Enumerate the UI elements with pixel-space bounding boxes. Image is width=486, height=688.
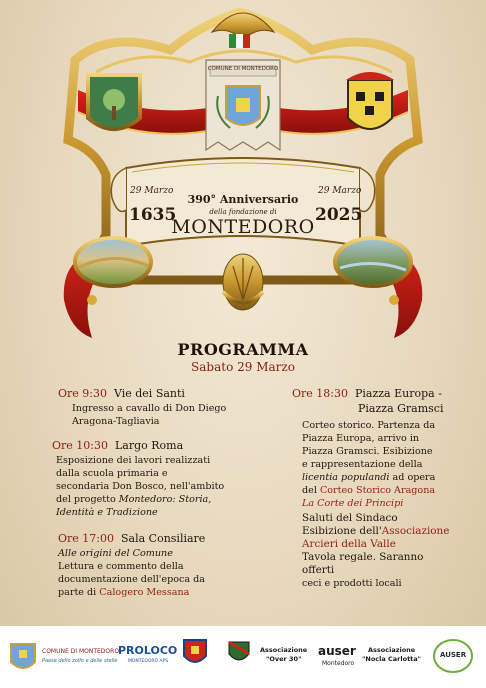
assoc-over30-name: "Over 30" [266,655,302,663]
event-4-place-2: Piazza Gramsci [358,402,444,415]
event-1-time: Ore 9:30 [58,387,107,400]
date-right: 29 Marzo [318,186,362,196]
event-3-desc-4 [58,586,258,599]
event-4-desc-8: Saluti del Sindaco [302,512,398,524]
event-2-desc-3: secondaria Don Bosco, nell'ambito [56,481,225,492]
event-2-desc-4-text: del progetto [56,494,119,505]
right-coat-of-arms [346,72,394,129]
event-1-desc-2: Aragona-Tagliavia [72,416,160,427]
event-4-desc-3: Piazza Gramsci. Esibizione [302,446,433,457]
event-4-desc-12: ceci e prodotti locali [302,578,402,589]
event-2 [52,438,258,519]
event-4-desc-1: Corteo storico. Partenza da [302,420,436,431]
event-1-desc-1: Ingresso a cavallo di Don Diego [72,403,227,414]
event-4-desc-5 [302,471,452,484]
year-start: 1635 [129,205,177,225]
event-4-time: Ore 18:30 [292,387,348,400]
comune-crest-icon [8,638,38,674]
foundation-subtitle: della fondazione di [209,208,277,216]
club-shield-icon [228,640,250,666]
event-3 [58,531,258,599]
event-4-desc-5-text: ad opera [389,472,436,483]
proloco-sub: MONTEDORO APS [128,659,169,664]
left-column [52,386,258,606]
school-crest-icon [182,636,208,668]
event-2-desc-4 [56,493,258,506]
event-4-desc-6-text: del [302,485,320,496]
event-4-desc-9-text: Esibizione dell' [302,525,382,537]
event-1 [58,386,258,428]
date-left: 29 Marzo [130,186,174,196]
event-4-place-1: Piazza Europa - [354,387,442,400]
banner-city-label: COMUNE DI MONTEDORO [207,66,279,72]
event-4-desc-6 [302,484,452,497]
event-3-time: Ore 17:00 [58,532,114,545]
event-4-desc-2: Piazza Europa, arrivo in [302,433,420,444]
event-3-desc-2: Lettura e commento della [58,561,184,572]
right-column [292,386,452,590]
comune-motto: Paese dello zolfo e delle stelle [42,658,118,664]
event-1-place: Vie dei Santi [113,387,185,400]
wheat-sheaf-ornament [223,254,263,310]
assoc-nocla-name: "Nocla Carlotta" [362,655,422,663]
event-4-desc-7: La Corte dei Principi [302,498,404,509]
sponsor-footer [0,626,486,688]
town-banner [206,60,280,150]
anniversary-title: 390° Anniversario [187,193,299,206]
event-3-speaker: Calogero Messana [99,587,190,598]
event-4-desc [302,419,452,590]
programma-title: PROGRAMMA [177,340,309,359]
left-landscape-medallion [75,238,151,286]
licentia-populandi: licentia populandi [302,472,390,483]
proloco-logo: PROLOCO [118,644,178,657]
header-artwork [0,0,486,340]
event-2-place: Largo Roma [114,439,184,452]
year-end: 2025 [315,205,363,225]
assoc-nocla-label: Associazione [368,646,416,654]
event-2-desc-1: Esposizione dei lavori realizzati [56,455,211,466]
assoc-over30-label: Associazione [260,646,308,654]
associazione-label: Associazione [381,525,450,537]
auser-sub: Montedoro [322,660,355,667]
right-landscape-medallion [335,238,411,286]
corteo-storico-aragona: Corteo Storico Aragona [319,485,436,496]
event-3-place: Sala Consiliare [120,532,206,545]
event-4-desc-10: Arcieri della Valle [302,538,396,550]
event-2-desc-2: dalla scuola primaria e [56,468,168,479]
programma-date: Sabato 29 Marzo [191,360,295,374]
event-4-desc-11: Tavola regale. Saranno offerti [302,551,424,576]
auser-logo: auser [318,644,356,658]
event-2-desc-5: Identità e Tradizione [56,507,158,518]
event-3-desc-1: Alle origini del Comune [58,548,173,559]
comune-label: COMUNE DI MONTEDORO [42,648,120,655]
event-2-time: Ore 10:30 [52,439,108,452]
event-4-desc-4: e rappresentazione della [302,459,423,470]
event-4-desc-9 [302,525,452,538]
event-3-desc-4-text: parte di [58,587,100,598]
event-2-project-title: Montedoro: Storia, [118,494,212,505]
town-name: MONTEDORO [171,216,315,238]
auser-circle-text: AUSER [440,651,467,659]
event-3-desc-3: documentazione dell'epoca da [58,574,205,585]
left-coat-of-arms [88,75,140,129]
